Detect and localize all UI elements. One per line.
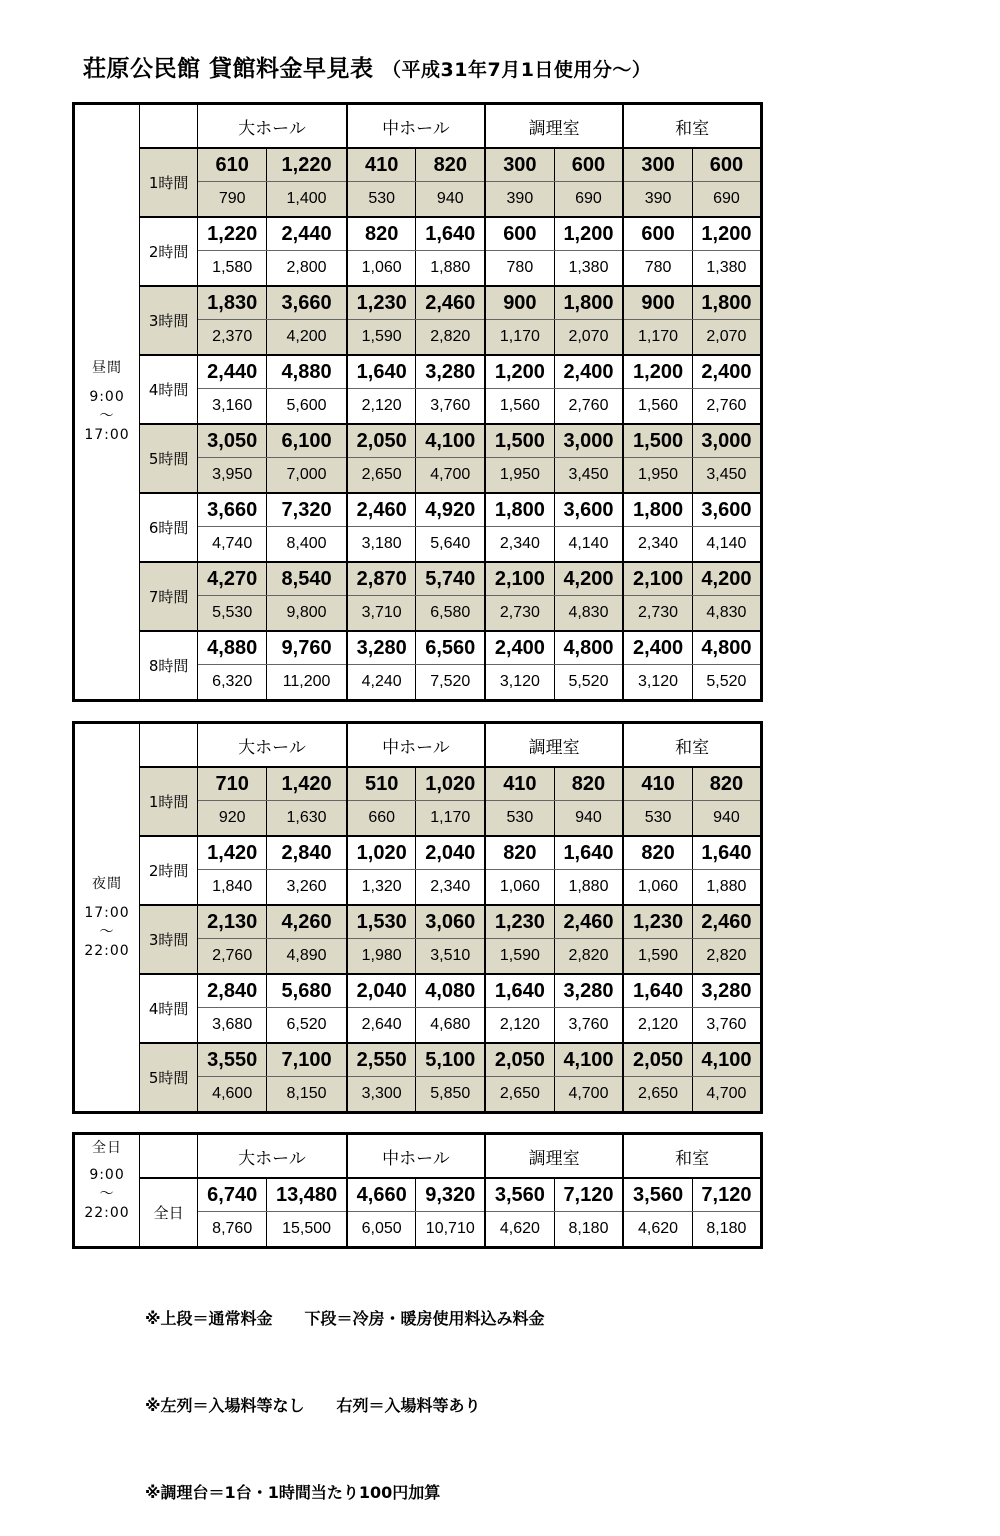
fee-with-aircon: 4,140 [692, 527, 761, 563]
fee-regular: 1,200 [692, 217, 761, 251]
note-fee-columns: ※左列＝入場料等なし 右列＝入場料等あり [145, 1396, 481, 1415]
fee-with-aircon: 4,600 [198, 1077, 267, 1113]
fee-with-aircon: 5,530 [198, 596, 267, 632]
fee-regular: 820 [485, 836, 554, 870]
fee-regular: 4,880 [198, 631, 267, 665]
fee-regular: 410 [485, 767, 554, 801]
fee-with-aircon: 3,120 [485, 665, 554, 701]
fee-with-aircon: 4,830 [554, 596, 623, 632]
fee-with-aircon: 3,260 [267, 870, 347, 906]
fee-with-aircon: 8,760 [198, 1212, 267, 1248]
fee-regular: 1,500 [485, 424, 554, 458]
day-period-label: 昼間 [92, 360, 123, 376]
fee-regular: 600 [485, 217, 554, 251]
fee-with-aircon: 2,340 [485, 527, 554, 563]
fee-with-aircon: 3,710 [347, 596, 416, 632]
fee-regular: 2,440 [198, 355, 267, 389]
fee-regular: 1,640 [692, 836, 761, 870]
note-cooking-table: ※調理台＝1台・1時間当たり100円加算 [145, 1483, 441, 1502]
fee-with-aircon: 2,340 [416, 870, 485, 906]
fee-regular: 510 [347, 767, 416, 801]
notes [145, 1246, 545, 1536]
fee-with-aircon: 4,890 [267, 939, 347, 975]
fee-regular: 1,220 [198, 217, 267, 251]
fee-with-aircon: 2,760 [198, 939, 267, 975]
fee-regular: 600 [692, 148, 761, 182]
room-header: 和室 [623, 1134, 761, 1179]
fee-regular: 3,000 [692, 424, 761, 458]
fee-with-aircon: 3,510 [416, 939, 485, 975]
fee-with-aircon: 2,120 [347, 389, 416, 425]
duration-label: 4時間 [140, 355, 198, 424]
fee-regular: 2,400 [692, 355, 761, 389]
fee-with-aircon: 1,590 [485, 939, 554, 975]
fee-regular: 4,200 [554, 562, 623, 596]
fee-with-aircon: 1,980 [347, 939, 416, 975]
fee-with-aircon: 2,730 [623, 596, 692, 632]
fee-with-aircon: 9,800 [267, 596, 347, 632]
note-fee-rows: ※上段＝通常料金 下段＝冷房・暖房使用料込み料金 [145, 1309, 545, 1328]
fee-with-aircon: 3,450 [554, 458, 623, 494]
fee-regular: 3,660 [198, 493, 267, 527]
fee-regular: 1,830 [198, 286, 267, 320]
fee-regular: 610 [198, 148, 267, 182]
fee-with-aircon: 5,600 [267, 389, 347, 425]
fee-with-aircon: 6,580 [416, 596, 485, 632]
duration-label: 3時間 [140, 286, 198, 355]
fee-with-aircon: 2,650 [485, 1077, 554, 1113]
fee-regular: 1,200 [554, 217, 623, 251]
fee-regular: 1,230 [485, 905, 554, 939]
fee-regular: 2,460 [347, 493, 416, 527]
fee-with-aircon: 1,400 [267, 182, 347, 218]
fee-regular: 820 [554, 767, 623, 801]
duration-label: 5時間 [140, 1043, 198, 1113]
fee-with-aircon: 4,620 [623, 1212, 692, 1248]
fee-regular: 2,840 [267, 836, 347, 870]
fee-with-aircon: 940 [416, 182, 485, 218]
fee-with-aircon: 4,740 [198, 527, 267, 563]
fee-regular: 900 [623, 286, 692, 320]
fee-with-aircon: 1,560 [485, 389, 554, 425]
fee-with-aircon: 1,580 [198, 251, 267, 287]
fee-regular: 3,050 [198, 424, 267, 458]
fee-with-aircon: 2,070 [692, 320, 761, 356]
day-header-blank [140, 104, 198, 149]
fee-with-aircon: 2,820 [554, 939, 623, 975]
fee-regular: 7,120 [692, 1178, 761, 1212]
fee-regular: 4,080 [416, 974, 485, 1008]
fee-regular: 300 [485, 148, 554, 182]
fee-with-aircon: 7,520 [416, 665, 485, 701]
page-title [83, 50, 651, 83]
fee-with-aircon: 5,520 [554, 665, 623, 701]
fee-regular: 600 [623, 217, 692, 251]
fee-regular: 2,040 [416, 836, 485, 870]
fee-regular: 9,320 [416, 1178, 485, 1212]
fee-with-aircon: 6,050 [347, 1212, 416, 1248]
fee-regular: 6,100 [267, 424, 347, 458]
fee-with-aircon: 1,880 [416, 251, 485, 287]
fee-regular: 4,800 [554, 631, 623, 665]
fee-with-aircon: 3,680 [198, 1008, 267, 1044]
fee-regular: 1,230 [347, 286, 416, 320]
room-header: 和室 [623, 104, 761, 149]
fee-regular: 3,000 [554, 424, 623, 458]
fee-with-aircon: 8,150 [267, 1077, 347, 1113]
fee-regular: 2,400 [485, 631, 554, 665]
fee-with-aircon: 4,830 [692, 596, 761, 632]
fee-regular: 3,660 [267, 286, 347, 320]
duration-label: 1時間 [140, 767, 198, 836]
fee-regular: 2,100 [485, 562, 554, 596]
fee-regular: 600 [554, 148, 623, 182]
fee-regular: 3,600 [692, 493, 761, 527]
duration-label: 2時間 [140, 217, 198, 286]
fee-regular: 820 [623, 836, 692, 870]
fee-with-aircon: 10,710 [416, 1212, 485, 1248]
fee-with-aircon: 2,820 [416, 320, 485, 356]
title-period: （平成31年7月1日使用分～） [382, 59, 652, 81]
duration-label: 3時間 [140, 905, 198, 974]
fee-with-aircon: 6,520 [267, 1008, 347, 1044]
fee-with-aircon: 1,170 [623, 320, 692, 356]
fee-regular: 3,560 [623, 1178, 692, 1212]
allday-time-tilde: ～ [99, 1186, 115, 1202]
fee-with-aircon: 2,650 [623, 1077, 692, 1113]
fee-regular: 1,640 [554, 836, 623, 870]
fee-regular: 3,550 [198, 1043, 267, 1077]
room-header: 中ホール [347, 1134, 485, 1179]
fee-with-aircon: 2,370 [198, 320, 267, 356]
fee-with-aircon: 3,180 [347, 527, 416, 563]
fee-with-aircon: 2,820 [692, 939, 761, 975]
fee-regular: 5,740 [416, 562, 485, 596]
fee-with-aircon: 11,200 [267, 665, 347, 701]
fee-regular: 820 [347, 217, 416, 251]
room-header: 調理室 [485, 1134, 623, 1179]
duration-label: 6時間 [140, 493, 198, 562]
fee-with-aircon: 1,950 [485, 458, 554, 494]
fee-regular: 2,130 [198, 905, 267, 939]
fee-regular: 2,870 [347, 562, 416, 596]
fee-with-aircon: 3,760 [554, 1008, 623, 1044]
fee-with-aircon: 4,620 [485, 1212, 554, 1248]
fee-regular: 3,280 [554, 974, 623, 1008]
fee-regular: 2,460 [554, 905, 623, 939]
fee-with-aircon: 2,760 [554, 389, 623, 425]
fee-with-aircon: 390 [623, 182, 692, 218]
day-time-end: 17:00 [84, 427, 130, 443]
fee-regular: 1,420 [267, 767, 347, 801]
fee-regular: 9,760 [267, 631, 347, 665]
fee-with-aircon: 780 [485, 251, 554, 287]
fee-with-aircon: 1,880 [554, 870, 623, 906]
duration-label: 2時間 [140, 836, 198, 905]
fee-regular: 13,480 [267, 1178, 347, 1212]
fee-regular: 2,050 [485, 1043, 554, 1077]
fee-regular: 1,800 [554, 286, 623, 320]
fee-regular: 5,100 [416, 1043, 485, 1077]
fee-regular: 2,040 [347, 974, 416, 1008]
fee-with-aircon: 7,000 [267, 458, 347, 494]
fee-with-aircon: 2,070 [554, 320, 623, 356]
fee-regular: 1,800 [623, 493, 692, 527]
fee-regular: 1,020 [416, 767, 485, 801]
fee-regular: 1,640 [416, 217, 485, 251]
fee-with-aircon: 1,560 [623, 389, 692, 425]
fee-regular: 2,400 [623, 631, 692, 665]
allday-time-end: 22:00 [84, 1205, 130, 1221]
fee-with-aircon: 690 [554, 182, 623, 218]
fee-with-aircon: 530 [347, 182, 416, 218]
fee-regular: 6,560 [416, 631, 485, 665]
fee-regular: 300 [623, 148, 692, 182]
duration-label: 7時間 [140, 562, 198, 631]
fee-regular: 4,100 [692, 1043, 761, 1077]
fee-with-aircon: 3,120 [623, 665, 692, 701]
fee-with-aircon: 4,700 [554, 1077, 623, 1113]
night-time-end: 22:00 [84, 942, 130, 959]
fee-with-aircon: 2,340 [623, 527, 692, 563]
fee-with-aircon: 5,850 [416, 1077, 485, 1113]
fee-with-aircon: 3,160 [198, 389, 267, 425]
fee-regular: 2,550 [347, 1043, 416, 1077]
fee-regular: 710 [198, 767, 267, 801]
fee-with-aircon: 390 [485, 182, 554, 218]
room-header: 和室 [623, 723, 761, 768]
fee-with-aircon: 1,880 [692, 870, 761, 906]
fee-regular: 1,220 [267, 148, 347, 182]
fee-regular: 410 [347, 148, 416, 182]
fee-regular: 4,270 [198, 562, 267, 596]
fee-with-aircon: 940 [692, 801, 761, 837]
night-header-blank [140, 723, 198, 768]
fee-with-aircon: 1,840 [198, 870, 267, 906]
fee-with-aircon: 5,640 [416, 527, 485, 563]
fee-with-aircon: 1,060 [485, 870, 554, 906]
fee-with-aircon: 1,170 [485, 320, 554, 356]
fee-with-aircon: 3,950 [198, 458, 267, 494]
fee-with-aircon: 3,300 [347, 1077, 416, 1113]
fee-regular: 4,100 [416, 424, 485, 458]
fee-regular: 2,100 [623, 562, 692, 596]
fee-with-aircon: 1,060 [347, 251, 416, 287]
duration-label: 8時間 [140, 631, 198, 701]
fee-regular: 410 [623, 767, 692, 801]
duration-label: 4時間 [140, 974, 198, 1043]
fee-regular: 1,640 [623, 974, 692, 1008]
fee-regular: 820 [416, 148, 485, 182]
fee-with-aircon: 4,240 [347, 665, 416, 701]
duration-label: 5時間 [140, 424, 198, 493]
fee-with-aircon: 920 [198, 801, 267, 837]
fee-regular: 4,260 [267, 905, 347, 939]
fee-with-aircon: 1,590 [347, 320, 416, 356]
allday-section-label [74, 1134, 140, 1248]
fee-with-aircon: 1,380 [692, 251, 761, 287]
fee-with-aircon: 530 [485, 801, 554, 837]
allday-header-blank [140, 1134, 198, 1179]
fee-with-aircon: 8,180 [554, 1212, 623, 1248]
night-fee-table [72, 721, 763, 1114]
fee-regular: 2,460 [692, 905, 761, 939]
fee-regular: 4,800 [692, 631, 761, 665]
day-time-start: 9:00 [89, 389, 125, 405]
fee-regular: 5,680 [267, 974, 347, 1008]
allday-period-label: 全日 [92, 1140, 123, 1156]
fee-with-aircon: 1,380 [554, 251, 623, 287]
fee-with-aircon: 4,680 [416, 1008, 485, 1044]
fee-with-aircon: 8,400 [267, 527, 347, 563]
fee-with-aircon: 2,760 [692, 389, 761, 425]
fee-with-aircon: 940 [554, 801, 623, 837]
fee-regular: 2,050 [347, 424, 416, 458]
fee-regular: 4,660 [347, 1178, 416, 1212]
fee-regular: 1,230 [623, 905, 692, 939]
fee-with-aircon: 2,800 [267, 251, 347, 287]
fee-regular: 1,420 [198, 836, 267, 870]
allday-fee-table [72, 1132, 763, 1249]
fee-with-aircon: 2,640 [347, 1008, 416, 1044]
fee-with-aircon: 790 [198, 182, 267, 218]
fee-with-aircon: 1,950 [623, 458, 692, 494]
fee-with-aircon: 4,200 [267, 320, 347, 356]
fee-with-aircon: 1,320 [347, 870, 416, 906]
day-time-tilde: ～ [99, 408, 115, 424]
fee-with-aircon: 1,590 [623, 939, 692, 975]
fee-regular: 2,840 [198, 974, 267, 1008]
fee-regular: 1,530 [347, 905, 416, 939]
day-fee-table [72, 102, 763, 702]
night-time-tilde: ～ [99, 923, 115, 940]
fee-regular: 4,920 [416, 493, 485, 527]
room-header: 調理室 [485, 723, 623, 768]
room-header: 大ホール [198, 104, 347, 149]
night-time-start: 17:00 [84, 904, 130, 921]
fee-regular: 1,640 [347, 355, 416, 389]
fee-regular: 1,800 [692, 286, 761, 320]
fee-regular: 3,280 [347, 631, 416, 665]
duration-label: 1時間 [140, 148, 198, 217]
fee-with-aircon: 2,730 [485, 596, 554, 632]
fee-with-aircon: 4,140 [554, 527, 623, 563]
fee-with-aircon: 2,120 [485, 1008, 554, 1044]
fee-with-aircon: 780 [623, 251, 692, 287]
fee-regular: 4,100 [554, 1043, 623, 1077]
fee-regular: 2,440 [267, 217, 347, 251]
allday-time-start: 9:00 [89, 1167, 125, 1183]
fee-regular: 4,200 [692, 562, 761, 596]
fee-with-aircon: 1,630 [267, 801, 347, 837]
fee-regular: 7,320 [267, 493, 347, 527]
fee-with-aircon: 690 [692, 182, 761, 218]
fee-with-aircon: 3,450 [692, 458, 761, 494]
fee-regular: 3,560 [485, 1178, 554, 1212]
fee-with-aircon: 4,700 [692, 1077, 761, 1113]
night-section-label [74, 723, 140, 1113]
fee-regular: 3,280 [416, 355, 485, 389]
fee-with-aircon: 4,700 [416, 458, 485, 494]
room-header: 大ホール [198, 1134, 347, 1179]
fee-regular: 1,020 [347, 836, 416, 870]
room-header: 大ホール [198, 723, 347, 768]
fee-with-aircon: 660 [347, 801, 416, 837]
fee-regular: 1,500 [623, 424, 692, 458]
fee-regular: 4,880 [267, 355, 347, 389]
fee-regular: 7,120 [554, 1178, 623, 1212]
fee-with-aircon: 6,320 [198, 665, 267, 701]
fee-regular: 1,200 [623, 355, 692, 389]
night-period-label: 夜間 [92, 875, 123, 892]
fee-with-aircon: 15,500 [267, 1212, 347, 1248]
fee-regular: 1,800 [485, 493, 554, 527]
fee-with-aircon: 1,060 [623, 870, 692, 906]
fee-regular: 7,100 [267, 1043, 347, 1077]
duration-label: 全日 [140, 1178, 198, 1248]
fee-regular: 2,050 [623, 1043, 692, 1077]
fee-with-aircon: 5,520 [692, 665, 761, 701]
fee-with-aircon: 2,650 [347, 458, 416, 494]
room-header: 中ホール [347, 723, 485, 768]
fee-regular: 3,060 [416, 905, 485, 939]
fee-regular: 1,200 [485, 355, 554, 389]
fee-regular: 6,740 [198, 1178, 267, 1212]
fee-with-aircon: 3,760 [416, 389, 485, 425]
fee-regular: 1,640 [485, 974, 554, 1008]
fee-regular: 3,280 [692, 974, 761, 1008]
fee-regular: 2,460 [416, 286, 485, 320]
room-header: 調理室 [485, 104, 623, 149]
fee-regular: 2,400 [554, 355, 623, 389]
fee-with-aircon: 1,170 [416, 801, 485, 837]
title-main: 荘原公民館 貸館料金早見表 [83, 56, 374, 82]
fee-regular: 3,600 [554, 493, 623, 527]
fee-with-aircon: 8,180 [692, 1212, 761, 1248]
day-section-label [74, 104, 140, 701]
fee-with-aircon: 530 [623, 801, 692, 837]
fee-regular: 900 [485, 286, 554, 320]
fee-with-aircon: 3,760 [692, 1008, 761, 1044]
fee-regular: 820 [692, 767, 761, 801]
fee-regular: 8,540 [267, 562, 347, 596]
room-header: 中ホール [347, 104, 485, 149]
fee-with-aircon: 2,120 [623, 1008, 692, 1044]
